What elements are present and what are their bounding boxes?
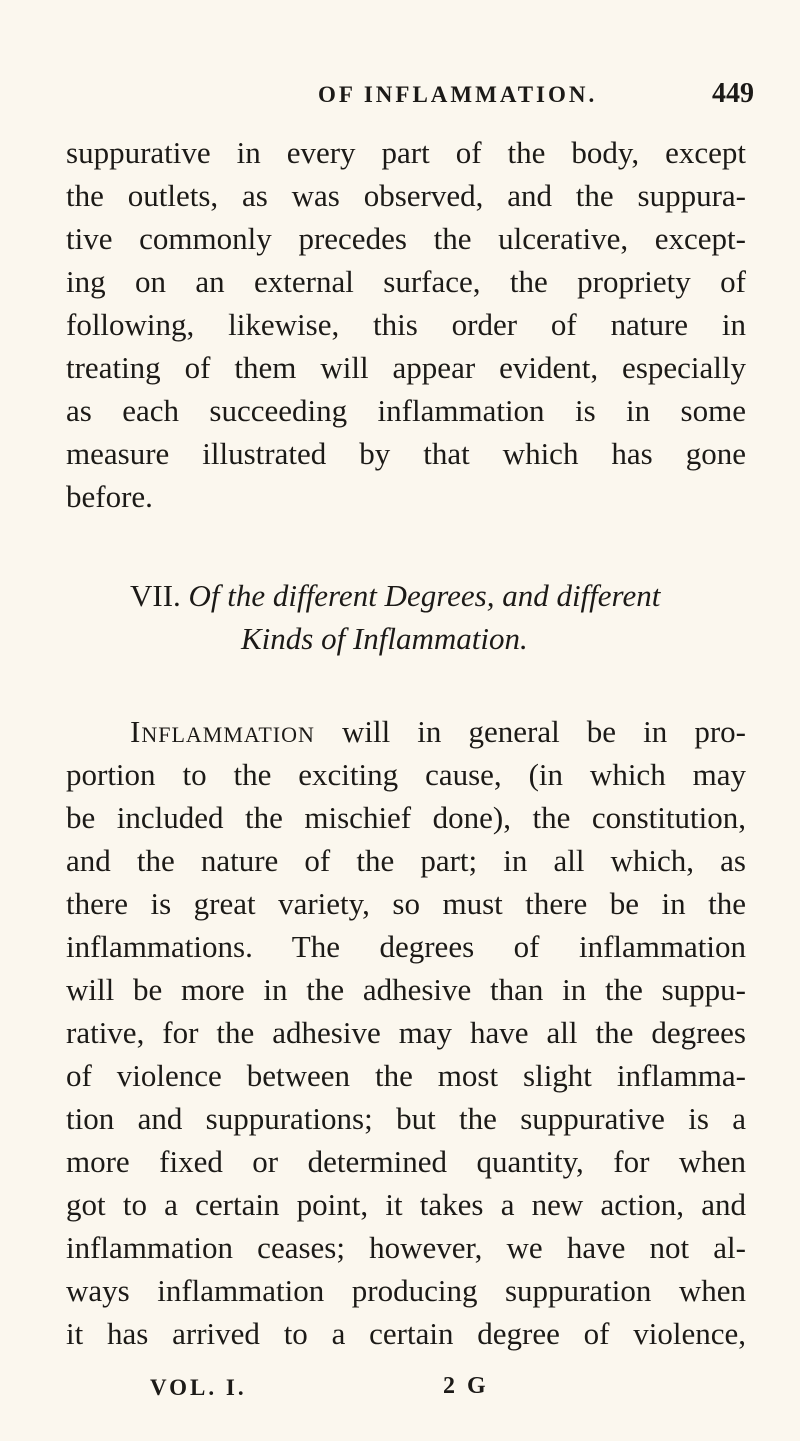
text-line: will be more in the adhesive than in the suppu- xyxy=(66,972,746,1007)
text-line: rative, for the adhesive may have all the degrees xyxy=(66,1015,746,1050)
signature-mark: 2 G xyxy=(443,1373,489,1399)
text-line: there is great variety, so must there be in the xyxy=(66,886,746,921)
text-line: following, likewise, this order of nature in xyxy=(66,307,746,342)
text-line: inflammation ceases; however, we have not al- xyxy=(66,1230,746,1265)
volume-label: VOL. I. xyxy=(150,1375,247,1400)
running-title: OF INFLAMMATION. xyxy=(318,82,598,107)
text-line: measure illustrated by that which has gone xyxy=(66,436,746,471)
text-line: inflammations. The degrees of inflammation xyxy=(66,929,746,964)
text-line: of violence between the most slight inflamma- xyxy=(66,1058,746,1093)
section-heading-line-2 xyxy=(241,619,528,659)
page-number: 449 xyxy=(712,78,754,109)
text-line: got to a certain point, it takes a new action, and xyxy=(66,1187,746,1222)
text-line: and the nature of the part; in all which, as xyxy=(66,843,746,878)
text-line: suppurative in every part of the body, except xyxy=(66,135,746,170)
lead-word: Inflammation xyxy=(130,714,315,749)
text-line: ways inflammation producing suppuration when xyxy=(66,1273,746,1308)
text-line xyxy=(130,712,746,752)
section-heading-line-1 xyxy=(130,576,660,616)
text-line: it has arrived to a certain degree of violence, xyxy=(66,1316,746,1351)
first-line-rest: will in general be in pro- xyxy=(314,714,746,749)
text-line: be included the mischief done), the constitution, xyxy=(66,800,746,835)
text-line: before. xyxy=(66,479,153,514)
text-line: tion and suppurations; but the suppurative is a xyxy=(66,1101,746,1136)
text-line: the outlets, as was observed, and the suppura- xyxy=(66,178,746,213)
running-head xyxy=(0,78,800,122)
text-line: treating of them will appear evident, especially xyxy=(66,350,746,385)
section-title-part-2: Kinds of Inflammation. xyxy=(241,621,528,656)
page-footer xyxy=(0,1375,800,1415)
text-line: as each succeeding inflammation is in some xyxy=(66,393,746,428)
text-line: tive commonly precedes the ulcerative, except- xyxy=(66,221,746,256)
text-line: ing on an external surface, the propriety of xyxy=(66,264,746,299)
text-line: more fixed or determined quantity, for when xyxy=(66,1144,746,1179)
section-number: VII. xyxy=(130,578,181,613)
section-title-part-1: Of the different Degrees, and different xyxy=(188,578,661,613)
text-line: portion to the exciting cause, (in which may xyxy=(66,757,746,792)
